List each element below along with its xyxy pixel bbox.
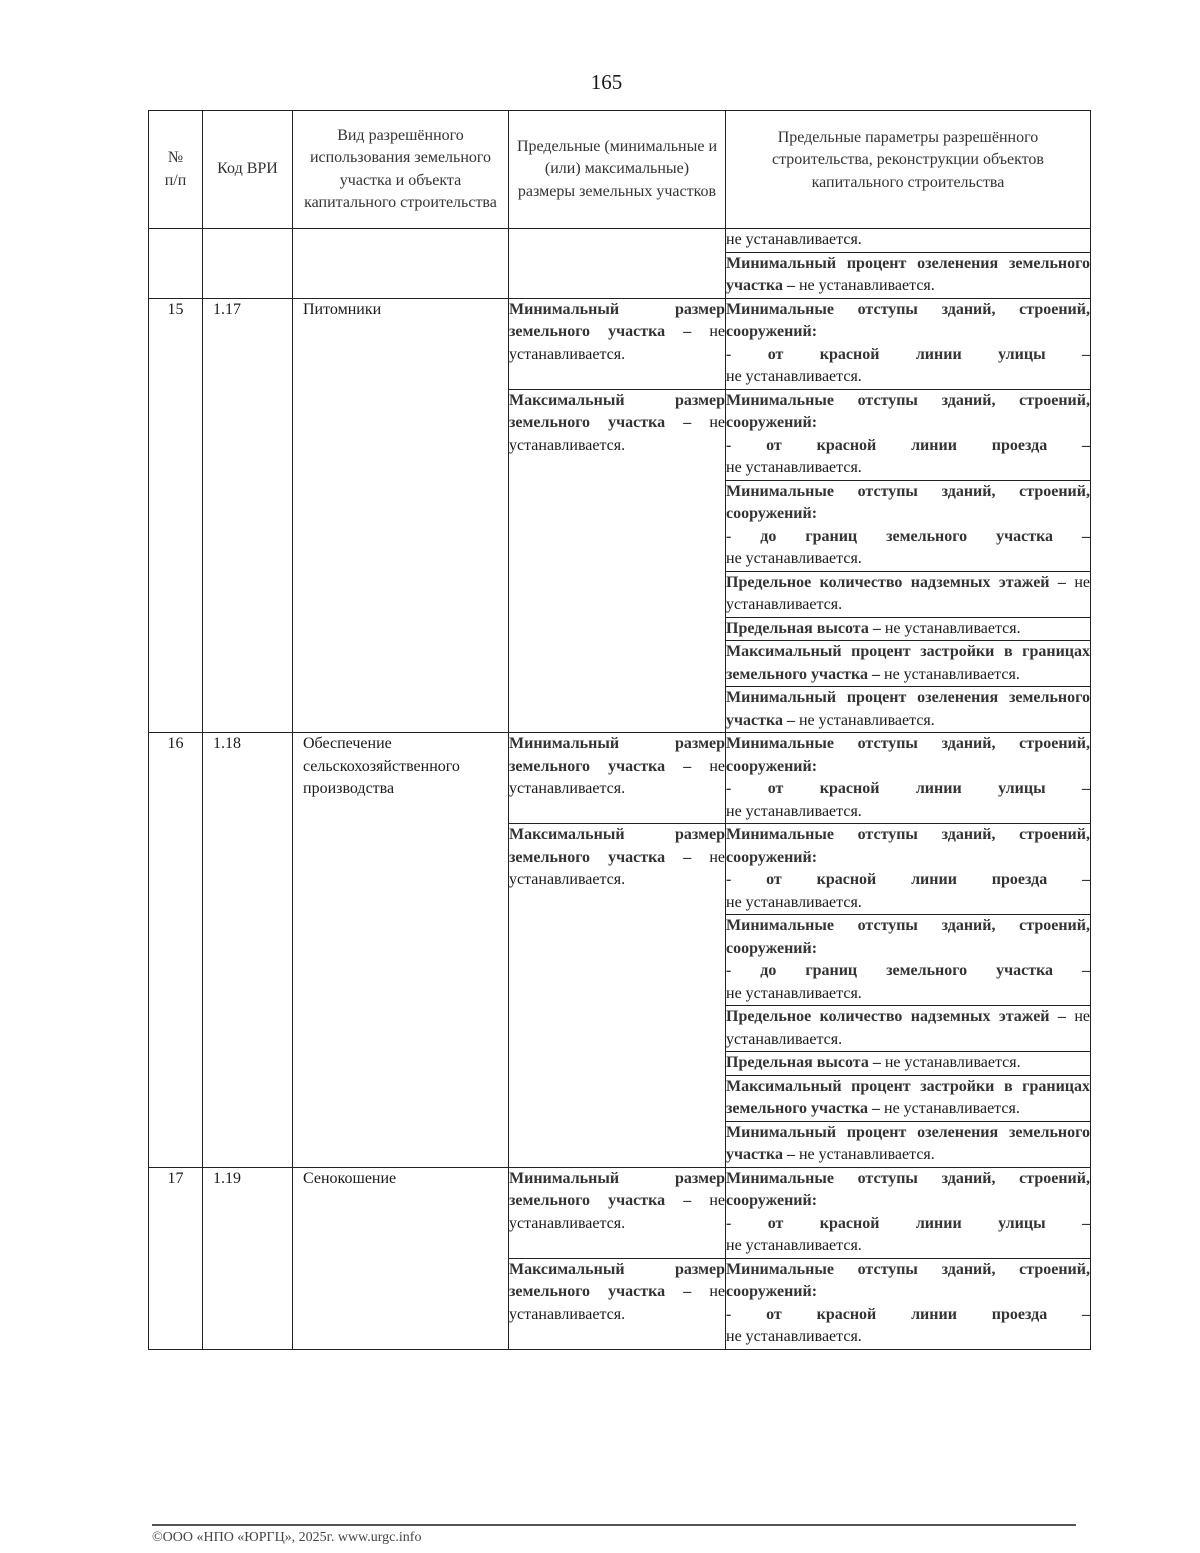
- row-vri: Сенокошение: [293, 1167, 509, 1349]
- regulations-table: [148, 110, 1091, 1350]
- size-min-cell: Минимальный размер земельного участка – не устанавливается.: [509, 298, 726, 389]
- size-min-cell: Минимальный размер земельного участка – не устанавливается.: [509, 1167, 726, 1258]
- param-cell: Минимальный процент озеленения земельного участка – не устанавливается.: [726, 252, 1091, 298]
- param-cell-street: Минимальные отступы зданий, строений, сооружений: - от красной линии улицы – не устанавливается.: [726, 733, 1091, 824]
- page-number: 165: [590, 70, 623, 94]
- param-cell-build: Максимальный процент застройки в границах земельного участка – не устанавливается.: [726, 1075, 1091, 1121]
- size-max-cell: Максимальный размер земельного участка – не устанавливается.: [509, 389, 726, 733]
- table-row: [149, 298, 1091, 389]
- param-cell-passage: Минимальные отступы зданий, строений, сооружений: - от красной линии проезда – не устанавливается.: [726, 1258, 1091, 1349]
- row-code: 1.18: [203, 733, 293, 1168]
- row-number: 15: [149, 298, 203, 733]
- row-number: 17: [149, 1167, 203, 1349]
- param-cell-build: Максимальный процент застройки в границах земельного участка – не устанавливается.: [726, 641, 1091, 687]
- header-size: Предельные (минимальные и (или) максимальные) размеры земельных участков: [509, 111, 726, 229]
- param-cell-street: Минимальные отступы зданий, строений, сооружений: - от красной линии улицы – не устанавливается.: [726, 1167, 1091, 1258]
- param-cell-height: Предельная высота – не устанавливается.: [726, 1052, 1091, 1076]
- param-cell-floors: Предельное количество надземных этажей – не устанавливается.: [726, 1006, 1091, 1052]
- param-cell-green: Минимальный процент озеленения земельного участка – не устанавливается.: [726, 1121, 1091, 1167]
- param-cell: не устанавливается.: [726, 229, 1091, 253]
- table-row: [149, 1167, 1091, 1258]
- param-cell-street: Минимальные отступы зданий, строений, сооружений: - от красной линии улицы – не устанавливается.: [726, 298, 1091, 389]
- row-code: 1.19: [203, 1167, 293, 1349]
- row-code: 1.17: [203, 298, 293, 733]
- param-cell-green: Минимальный процент озеленения земельного участка – не устанавливается.: [726, 687, 1091, 733]
- param-cell-border: Минимальные отступы зданий, строений, сооружений: - до границ земельного участка – не устанавливается.: [726, 915, 1091, 1006]
- size-max-cell: Максимальный размер земельного участка – не устанавливается.: [509, 824, 726, 1168]
- table-header-row: [149, 111, 1091, 229]
- footer-copyright: ©ООО «НПО «ЮРГЦ», 2025г. www.urgc.info: [152, 1530, 422, 1544]
- header-number: № п/п: [149, 111, 203, 229]
- row-vri: Обеспечение сельскохозяйственного производства: [293, 733, 509, 1168]
- size-max-cell: Максимальный размер земельного участка – не устанавливается.: [509, 1258, 726, 1349]
- size-min-cell: Минимальный размер земельного участка – не устанавливается.: [509, 733, 726, 824]
- header-vri: Вид разрешённого использования земельного участка и объекта капитального строительства: [293, 111, 509, 229]
- table-row: [149, 733, 1091, 824]
- row-vri: Питомники: [293, 298, 509, 733]
- table-row: [149, 229, 1091, 253]
- param-cell-passage: Минимальные отступы зданий, строений, сооружений: - от красной линии проезда – не устанавливается.: [726, 389, 1091, 480]
- row-number: 16: [149, 733, 203, 1168]
- footer-divider: [152, 1524, 1076, 1526]
- param-cell-border: Минимальные отступы зданий, строений, сооружений: - до границ земельного участка – не устанавливается.: [726, 480, 1091, 571]
- header-code: Код ВРИ: [203, 111, 293, 229]
- param-cell-passage: Минимальные отступы зданий, строений, сооружений: - от красной линии проезда – не устанавливается.: [726, 824, 1091, 915]
- param-cell-height: Предельная высота – не устанавливается.: [726, 617, 1091, 641]
- param-cell-floors: Предельное количество надземных этажей – не устанавливается.: [726, 571, 1091, 617]
- header-params: Предельные параметры разрешённого строительства, реконструкции объектов капитального строительства: [726, 111, 1091, 229]
